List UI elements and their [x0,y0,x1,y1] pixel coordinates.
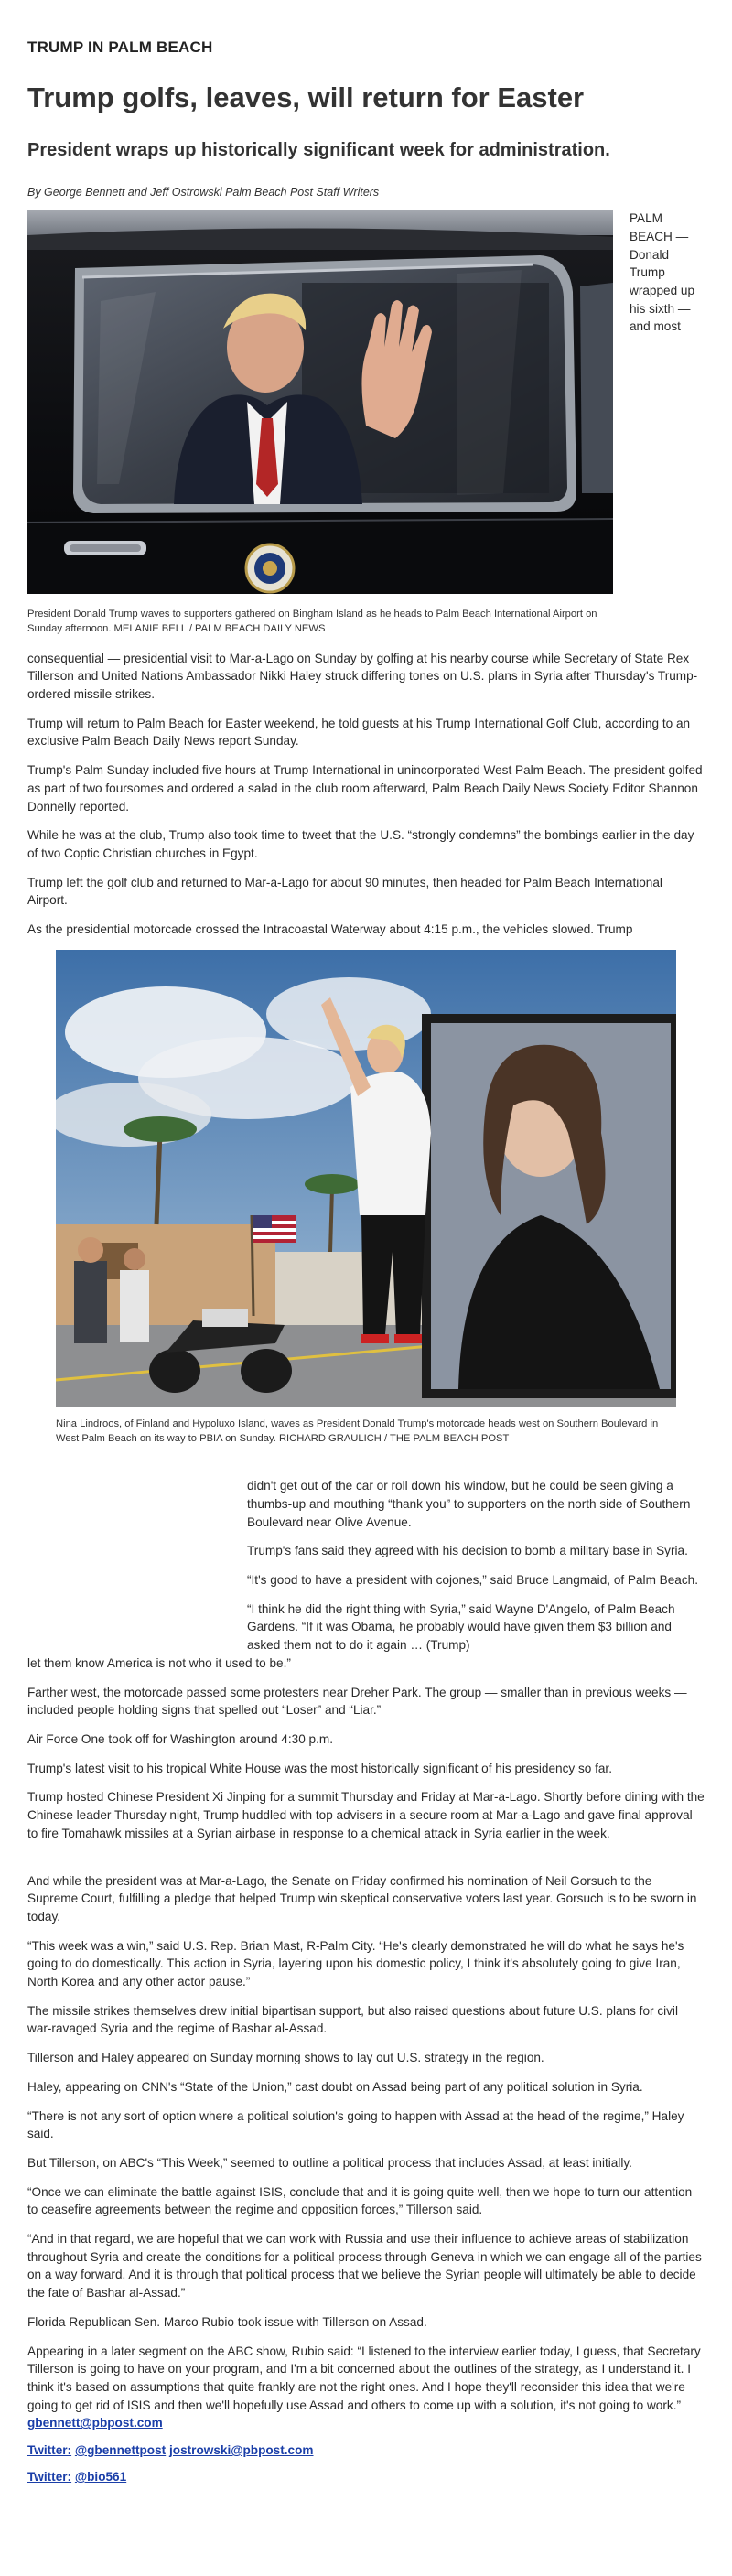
article-paragraph: “Once we can eliminate the battle against ISIS, conclude that and it is going quite well, then we hope to turn our attention to ceasefire agreements between the regime and opposition forces,” Tillerson said. [27,2184,693,2217]
twitter-handle-link[interactable]: @bio561 [74,2470,127,2484]
author-email-link[interactable]: gbennett@pbpost.com [27,2416,163,2430]
figure-caption: Nina Lindroos, of Finland and Hypoluxo Island, waves as President Donald Trump's motorcade heads west on Southern Boulevard in West Palm Beach on its way to PBIA on Sunday. RICHARD GRAULICH / THE PALM BEACH POST [56,1417,659,1445]
article-paragraph: Haley, appearing on CNN's “State of the Union,” cast doubt on Assad being part of any political solution in Syria. [27,2079,643,2094]
article-paragraph: “I think he did the right thing with Syria,” said Wayne D'Angelo, of Palm Beach Gardens. “If it was Obama, he probably would have given them $3 billion and asked them not to do it again … (Trump) [247,1601,675,1653]
article-paragraph: But Tillerson, on ABC's “This Week,” seemed to outline a political process that includes Assad, at least initially. [27,2155,632,2170]
article-paragraph: “This week was a win,” said U.S. Rep. Brian Mast, R-Palm City. “He's clearly demonstrated he will do what he says he's going to do domestically. This action in Syria, layering upon his domestic policy, I think it's absolutely going to give Iran, North Korea and any other actor pause.” [27,1938,684,1989]
twitter-handle-link[interactable]: @gbennettpost [74,2443,167,2458]
article-paragraph: “And in that regard, we are hopeful that we can work with Russia and use their influence to achieve areas of stabilization throughout Syria and create the conditions for a political process through Geneva in which we can engage all of the parties on a way forward. And it is through that political process that we believe the Syrian people will ultimately be able to decide the fate of Bashar al-Assad.” [27,2232,702,2301]
motorcade-photo [56,950,676,1407]
twitter-line [27,2443,705,2457]
article-paragraph: Florida Republican Sen. Marco Rubio took issue with Tillerson on Assad. [27,2314,427,2329]
figure-motorcade [56,950,676,1446]
article-paragraph: Farther west, the motorcade passed some protesters near Dreher Park. The group — smaller than in previous weeks — included people holding signs that spelled out “Loser” and “Liar.” [27,1685,687,1718]
article-paragraph: let them know America is not who it used to be.” [27,1655,291,1670]
article-paragraph: Tillerson and Haley appeared on Sunday morning shows to lay out U.S. strategy in the region. [27,2051,544,2065]
author-email-link[interactable]: jostrowski@pbpost.com [168,2443,314,2458]
article-paragraph: Air Force One took off for Washington around 4:30 p.m. [27,1732,333,1746]
article-paragraph: Trump's latest visit to his tropical White House was the most historically significant of his presidency so far. [27,1761,612,1775]
twitter-label[interactable]: Twitter: [27,2443,72,2458]
article-paragraph: “It's good to have a president with cojones,” said Bruce Langmaid, of Palm Beach. [247,1573,698,1588]
limousine-illustration [27,210,613,594]
byline: By George Bennett and Jeff Ostrowski Palm Beach Post Staff Writers [27,186,380,199]
article-paragraph [27,2343,705,2433]
paragraph-text: Appearing in a later segment on the ABC show, Rubio said: “I listened to the interview earlier today, I guess, that Secretary Tillerson is going to have on your program, and I'm a bit concerned about the outlines of the strategy, as I understand it. I think it's based on assumptions that quite frankly are not the right ones. And I hope they'll reconsider this idea that we're going to get rid of ISIS and then we'll hopefully use Assad and others to come up with a solution, it's not going to work.” [27,2344,701,2412]
article-paragraph: And while the president was at Mar-a-Lago, the Senate on Friday confirmed his nomination of Neil Gorsuch to the Supreme Court, fulfilling a pledge that helped Trump win skeptical conservative voters last year. Gorsuch is to be sworn in today. [27,1873,697,1924]
twitter-line [27,2470,705,2484]
article-paragraph: “There is not any sort of option where a political solution's going to happen with Assad at the head of the regime,” Haley said. [27,2108,684,2141]
limousine-photo [27,210,613,594]
article-paragraph: Trump's fans said they agreed with his decision to bomb a military base in Syria. [247,1544,688,1558]
article-paragraph: While he was at the club, Trump also took time to tweet that the U.S. “strongly condemns” the bombings earlier in the day of two Coptic Christian churches in Egypt. [27,828,694,860]
lead-paragraph: PALM BEACH — Donald Trump wrapped up his sixth — and most consequential — presidential visit to Mar-a-Lago on Sunday by golfing at his nearby course while Secretary of State Rex Tillerson and United Nations Ambassador Nikki Haley struck differing tones on U.S. plans in Syria after Thursday's Trump-ordered missile strikes. [27,211,698,702]
article-paragraph: As the presidential motorcade crossed the Intracoastal Waterway about 4:15 p.m., the vehicles slowed. Trump [27,922,633,937]
subheadline: President wraps up historically significant week for administration. [27,140,610,161]
twitter-label[interactable]: Twitter: [27,2470,72,2484]
article-paragraph: Trump's Palm Sunday included five hours at Trump International in unincorporated West Palm Beach. The president golfed as part of two foursomes and ordered a salad in the club room afterward, Palm Beach Daily News Society Editor Shannon Donnelly reported. [27,763,703,814]
figure-limousine [27,210,613,636]
article-paragraph: didn't get out of the car or roll down his window, but he could be seen giving a thumbs-up and mouthing “thank you” to supporters on the north side of Southern Boulevard near Olive Avenue. [247,1479,691,1529]
article-paragraph: Trump hosted Chinese President Xi Jinping for a summit Thursday and Friday at Mar-a-Lago. Shortly before dining with the Chinese leader Thursday night, Trump huddled with top advisers in a secure room at Mar-a-Lago and gave final approval to fire Tomahawk missiles at a Syrian airbase in response to a chemical attack in Syria earlier in the week. [27,1790,705,1840]
figure-caption: President Donald Trump waves to supporters gathered on Bingham Island as he heads to Palm Beach International Airport on Sunday afternoon. MELANIE BELL / PALM BEACH DAILY NEWS [27,609,597,635]
headline: Trump golfs, leaves, will return for Easter [27,81,585,113]
section-kicker: TRUMP IN PALM BEACH [27,38,213,56]
article-paragraph: Trump left the golf club and returned to Mar-a-Lago for about 90 minutes, then headed for Palm Beach International Airport. [27,875,662,908]
article-paragraph: The missile strikes themselves drew initial bipartisan support, but also raised questions about future U.S. plans for civil war-ravaged Syria and the regime of Bashar al-Assad. [27,2003,678,2036]
motorcade-illustration [56,950,676,1407]
article-paragraph: Trump will return to Palm Beach for Easter weekend, he told guests at his Trump International Golf Club, according to an exclusive Palm Beach Daily News report Sunday. [27,716,691,749]
